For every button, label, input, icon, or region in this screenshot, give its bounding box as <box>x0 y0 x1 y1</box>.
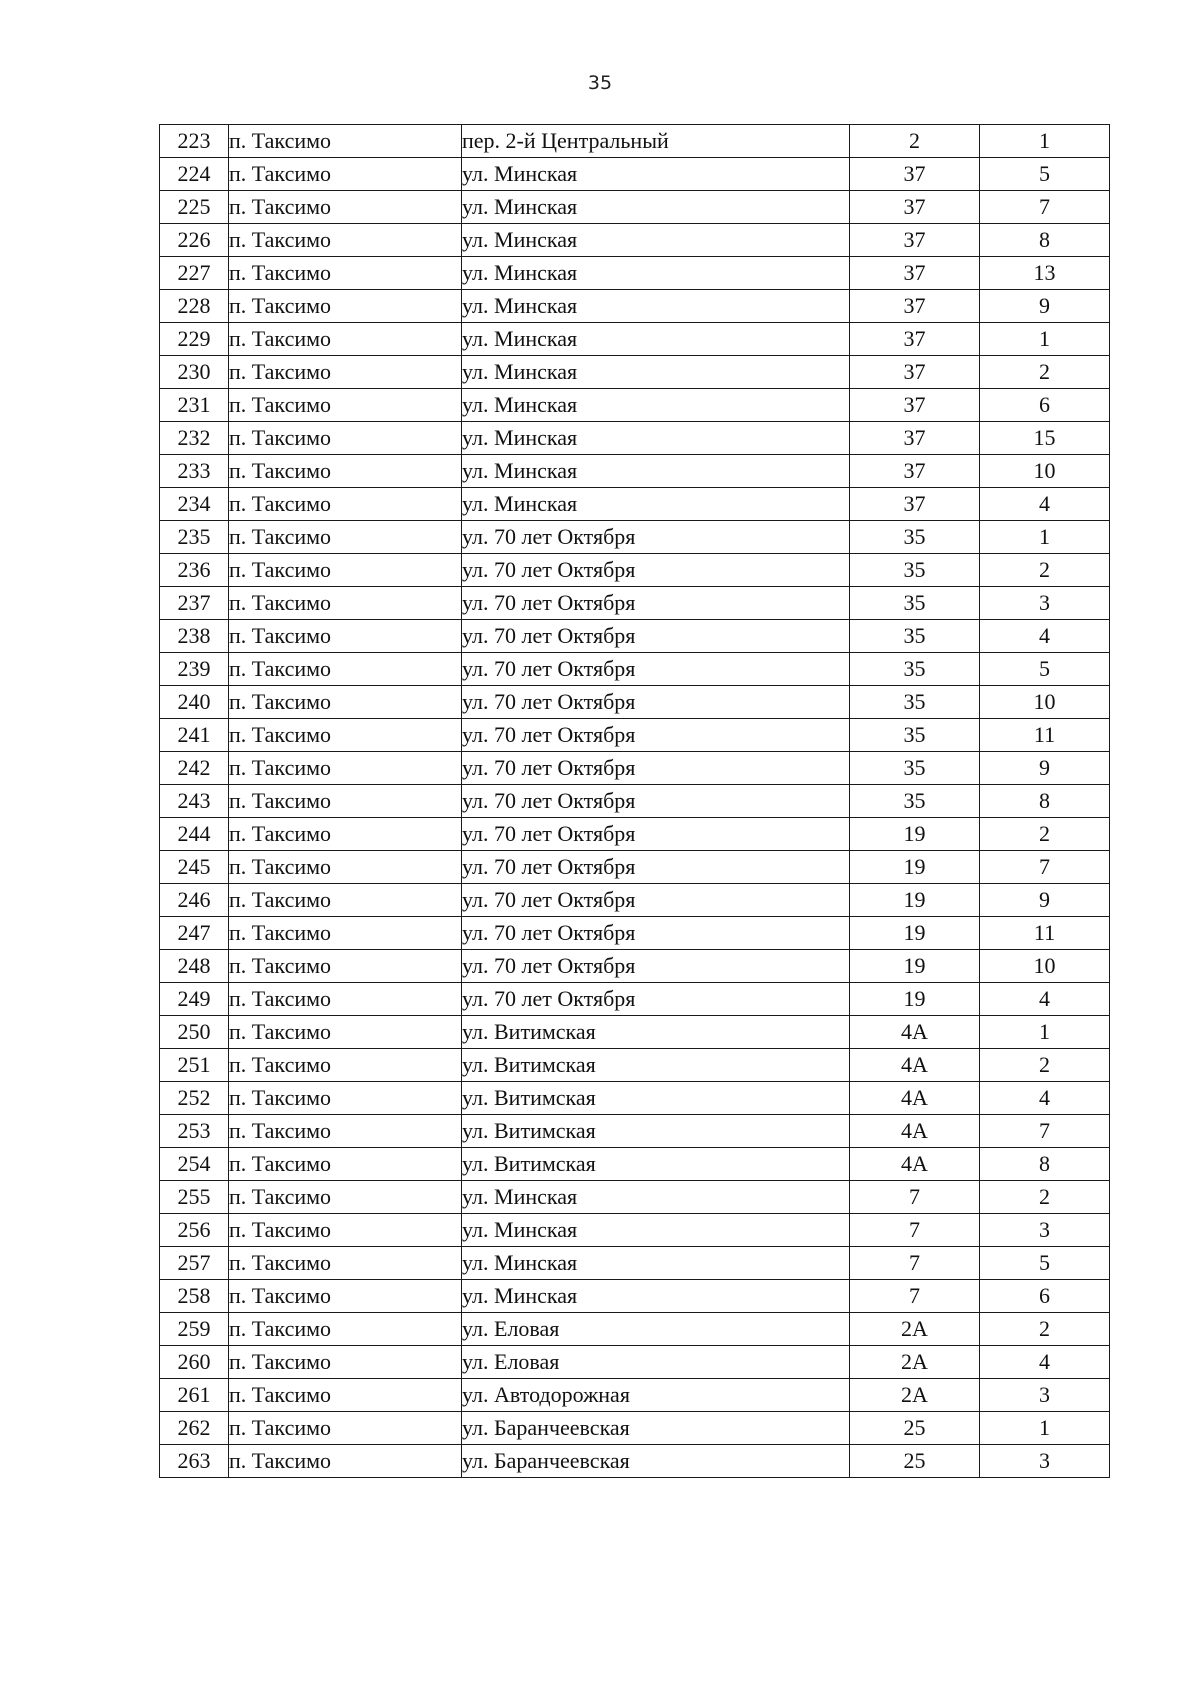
table-row <box>160 1148 1110 1181</box>
house-number-cell: 37 <box>850 290 980 323</box>
locality-cell: п. Таксимо <box>229 653 462 686</box>
apartment-number-cell: 10 <box>980 950 1110 983</box>
table-row <box>160 1115 1110 1148</box>
street-cell: ул. Еловая <box>462 1346 850 1379</box>
apartment-number-cell: 4 <box>980 488 1110 521</box>
locality-cell: п. Таксимо <box>229 224 462 257</box>
apartment-number-cell: 4 <box>980 983 1110 1016</box>
locality-cell: п. Таксимо <box>229 1313 462 1346</box>
table-row <box>160 752 1110 785</box>
locality-cell: п. Таксимо <box>229 851 462 884</box>
row-number-cell: 249 <box>160 983 229 1016</box>
apartment-number-cell: 4 <box>980 1346 1110 1379</box>
street-cell: ул. Еловая <box>462 1313 850 1346</box>
table-row <box>160 158 1110 191</box>
house-number-cell: 37 <box>850 191 980 224</box>
house-number-cell: 4А <box>850 1049 980 1082</box>
row-number-cell: 244 <box>160 818 229 851</box>
apartment-number-cell: 5 <box>980 158 1110 191</box>
house-number-cell: 37 <box>850 488 980 521</box>
locality-cell: п. Таксимо <box>229 257 462 290</box>
apartment-number-cell: 3 <box>980 1379 1110 1412</box>
street-cell: ул. Витимская <box>462 1148 850 1181</box>
table-row <box>160 686 1110 719</box>
house-number-cell: 35 <box>850 686 980 719</box>
row-number-cell: 233 <box>160 455 229 488</box>
locality-cell: п. Таксимо <box>229 1016 462 1049</box>
locality-cell: п. Таксимо <box>229 983 462 1016</box>
table-row <box>160 818 1110 851</box>
apartment-number-cell: 9 <box>980 752 1110 785</box>
row-number-cell: 238 <box>160 620 229 653</box>
house-number-cell: 35 <box>850 785 980 818</box>
apartment-number-cell: 8 <box>980 785 1110 818</box>
table-row <box>160 1181 1110 1214</box>
street-cell: ул. Минская <box>462 389 850 422</box>
house-number-cell: 7 <box>850 1247 980 1280</box>
table-row <box>160 224 1110 257</box>
row-number-cell: 252 <box>160 1082 229 1115</box>
street-cell: ул. Баранчеевская <box>462 1412 850 1445</box>
row-number-cell: 259 <box>160 1313 229 1346</box>
row-number-cell: 260 <box>160 1346 229 1379</box>
locality-cell: п. Таксимо <box>229 1379 462 1412</box>
house-number-cell: 7 <box>850 1214 980 1247</box>
house-number-cell: 35 <box>850 620 980 653</box>
table-row <box>160 1346 1110 1379</box>
street-cell: ул. 70 лет Октября <box>462 851 850 884</box>
row-number-cell: 247 <box>160 917 229 950</box>
street-cell: ул. 70 лет Октября <box>462 818 850 851</box>
house-number-cell: 37 <box>850 455 980 488</box>
apartment-number-cell: 7 <box>980 851 1110 884</box>
locality-cell: п. Таксимо <box>229 1412 462 1445</box>
house-number-cell: 25 <box>850 1412 980 1445</box>
locality-cell: п. Таксимо <box>229 884 462 917</box>
locality-cell: п. Таксимо <box>229 158 462 191</box>
row-number-cell: 227 <box>160 257 229 290</box>
table-row <box>160 1412 1110 1445</box>
house-number-cell: 37 <box>850 257 980 290</box>
apartment-number-cell: 9 <box>980 884 1110 917</box>
table-row <box>160 719 1110 752</box>
street-cell: ул. Минская <box>462 455 850 488</box>
locality-cell: п. Таксимо <box>229 455 462 488</box>
street-cell: ул. Минская <box>462 1280 850 1313</box>
house-number-cell: 37 <box>850 389 980 422</box>
apartment-number-cell: 3 <box>980 1445 1110 1478</box>
street-cell: ул. Минская <box>462 290 850 323</box>
locality-cell: п. Таксимо <box>229 125 462 158</box>
apartment-number-cell: 10 <box>980 686 1110 719</box>
street-cell: ул. Минская <box>462 422 850 455</box>
locality-cell: п. Таксимо <box>229 719 462 752</box>
locality-cell: п. Таксимо <box>229 587 462 620</box>
table-row <box>160 125 1110 158</box>
row-number-cell: 253 <box>160 1115 229 1148</box>
table-row <box>160 521 1110 554</box>
house-number-cell: 2А <box>850 1379 980 1412</box>
row-number-cell: 246 <box>160 884 229 917</box>
address-table <box>159 124 1110 1478</box>
apartment-number-cell: 1 <box>980 1016 1110 1049</box>
address-table-body <box>160 125 1110 1478</box>
table-row <box>160 1049 1110 1082</box>
locality-cell: п. Таксимо <box>229 1082 462 1115</box>
row-number-cell: 230 <box>160 356 229 389</box>
locality-cell: п. Таксимо <box>229 1148 462 1181</box>
street-cell: ул. 70 лет Октября <box>462 521 850 554</box>
locality-cell: п. Таксимо <box>229 554 462 587</box>
row-number-cell: 241 <box>160 719 229 752</box>
locality-cell: п. Таксимо <box>229 950 462 983</box>
house-number-cell: 35 <box>850 653 980 686</box>
locality-cell: п. Таксимо <box>229 488 462 521</box>
house-number-cell: 37 <box>850 158 980 191</box>
street-cell: ул. 70 лет Октября <box>462 554 850 587</box>
locality-cell: п. Таксимо <box>229 917 462 950</box>
apartment-number-cell: 2 <box>980 554 1110 587</box>
street-cell: ул. Витимская <box>462 1016 850 1049</box>
apartment-number-cell: 3 <box>980 587 1110 620</box>
row-number-cell: 231 <box>160 389 229 422</box>
table-row <box>160 653 1110 686</box>
street-cell: ул. Минская <box>462 323 850 356</box>
row-number-cell: 248 <box>160 950 229 983</box>
apartment-number-cell: 5 <box>980 1247 1110 1280</box>
table-row <box>160 191 1110 224</box>
table-row <box>160 554 1110 587</box>
table-row <box>160 422 1110 455</box>
row-number-cell: 261 <box>160 1379 229 1412</box>
table-row <box>160 323 1110 356</box>
row-number-cell: 226 <box>160 224 229 257</box>
apartment-number-cell: 7 <box>980 191 1110 224</box>
row-number-cell: 228 <box>160 290 229 323</box>
house-number-cell: 4А <box>850 1115 980 1148</box>
street-cell: ул. 70 лет Октября <box>462 950 850 983</box>
row-number-cell: 262 <box>160 1412 229 1445</box>
street-cell: ул. Витимская <box>462 1049 850 1082</box>
apartment-number-cell: 2 <box>980 356 1110 389</box>
apartment-number-cell: 5 <box>980 653 1110 686</box>
row-number-cell: 256 <box>160 1214 229 1247</box>
house-number-cell: 25 <box>850 1445 980 1478</box>
street-cell: ул. 70 лет Октября <box>462 587 850 620</box>
apartment-number-cell: 4 <box>980 1082 1110 1115</box>
row-number-cell: 240 <box>160 686 229 719</box>
street-cell: ул. Баранчеевская <box>462 1445 850 1478</box>
street-cell: ул. Минская <box>462 158 850 191</box>
table-row <box>160 917 1110 950</box>
row-number-cell: 235 <box>160 521 229 554</box>
apartment-number-cell: 2 <box>980 1313 1110 1346</box>
apartment-number-cell: 2 <box>980 1049 1110 1082</box>
locality-cell: п. Таксимо <box>229 752 462 785</box>
row-number-cell: 239 <box>160 653 229 686</box>
house-number-cell: 19 <box>850 950 980 983</box>
house-number-cell: 4А <box>850 1148 980 1181</box>
locality-cell: п. Таксимо <box>229 785 462 818</box>
row-number-cell: 224 <box>160 158 229 191</box>
house-number-cell: 35 <box>850 521 980 554</box>
locality-cell: п. Таксимо <box>229 1214 462 1247</box>
table-row <box>160 950 1110 983</box>
house-number-cell: 7 <box>850 1280 980 1313</box>
row-number-cell: 251 <box>160 1049 229 1082</box>
street-cell: ул. Минская <box>462 1181 850 1214</box>
table-row <box>160 620 1110 653</box>
table-row <box>160 1247 1110 1280</box>
table-row <box>160 455 1110 488</box>
house-number-cell: 2А <box>850 1346 980 1379</box>
table-row <box>160 983 1110 1016</box>
locality-cell: п. Таксимо <box>229 1247 462 1280</box>
street-cell: ул. Минская <box>462 356 850 389</box>
locality-cell: п. Таксимо <box>229 521 462 554</box>
house-number-cell: 4А <box>850 1082 980 1115</box>
table-row <box>160 1313 1110 1346</box>
street-cell: ул. Минская <box>462 224 850 257</box>
row-number-cell: 258 <box>160 1280 229 1313</box>
table-row <box>160 488 1110 521</box>
house-number-cell: 37 <box>850 422 980 455</box>
table-row <box>160 785 1110 818</box>
row-number-cell: 242 <box>160 752 229 785</box>
street-cell: ул. 70 лет Октября <box>462 884 850 917</box>
locality-cell: п. Таксимо <box>229 356 462 389</box>
row-number-cell: 229 <box>160 323 229 356</box>
apartment-number-cell: 15 <box>980 422 1110 455</box>
street-cell: ул. Минская <box>462 257 850 290</box>
locality-cell: п. Таксимо <box>229 290 462 323</box>
locality-cell: п. Таксимо <box>229 818 462 851</box>
row-number-cell: 257 <box>160 1247 229 1280</box>
house-number-cell: 37 <box>850 323 980 356</box>
locality-cell: п. Таксимо <box>229 1049 462 1082</box>
apartment-number-cell: 1 <box>980 521 1110 554</box>
street-cell: пер. 2-й Центральный <box>462 125 850 158</box>
street-cell: ул. 70 лет Октября <box>462 917 850 950</box>
row-number-cell: 250 <box>160 1016 229 1049</box>
street-cell: ул. 70 лет Октября <box>462 620 850 653</box>
house-number-cell: 35 <box>850 587 980 620</box>
house-number-cell: 19 <box>850 983 980 1016</box>
table-row <box>160 290 1110 323</box>
apartment-number-cell: 1 <box>980 125 1110 158</box>
table-row <box>160 1379 1110 1412</box>
table-row <box>160 1082 1110 1115</box>
house-number-cell: 35 <box>850 554 980 587</box>
row-number-cell: 234 <box>160 488 229 521</box>
apartment-number-cell: 8 <box>980 1148 1110 1181</box>
street-cell: ул. Минская <box>462 1247 850 1280</box>
row-number-cell: 232 <box>160 422 229 455</box>
locality-cell: п. Таксимо <box>229 389 462 422</box>
street-cell: ул. Минская <box>462 488 850 521</box>
street-cell: ул. Автодорожная <box>462 1379 850 1412</box>
street-cell: ул. 70 лет Октября <box>462 653 850 686</box>
table-row <box>160 389 1110 422</box>
table-row <box>160 587 1110 620</box>
apartment-number-cell: 7 <box>980 1115 1110 1148</box>
house-number-cell: 37 <box>850 224 980 257</box>
table-row <box>160 1214 1110 1247</box>
locality-cell: п. Таксимо <box>229 323 462 356</box>
table-row <box>160 851 1110 884</box>
house-number-cell: 35 <box>850 719 980 752</box>
locality-cell: п. Таксимо <box>229 1280 462 1313</box>
street-cell: ул. Минская <box>462 191 850 224</box>
apartment-number-cell: 1 <box>980 1412 1110 1445</box>
table-row <box>160 1445 1110 1478</box>
street-cell: ул. 70 лет Октября <box>462 686 850 719</box>
table-row <box>160 884 1110 917</box>
house-number-cell: 19 <box>850 917 980 950</box>
row-number-cell: 254 <box>160 1148 229 1181</box>
apartment-number-cell: 13 <box>980 257 1110 290</box>
apartment-number-cell: 2 <box>980 1181 1110 1214</box>
street-cell: ул. 70 лет Октября <box>462 983 850 1016</box>
locality-cell: п. Таксимо <box>229 620 462 653</box>
table-row <box>160 356 1110 389</box>
house-number-cell: 7 <box>850 1181 980 1214</box>
table-row <box>160 1280 1110 1313</box>
house-number-cell: 35 <box>850 752 980 785</box>
locality-cell: п. Таксимо <box>229 1115 462 1148</box>
row-number-cell: 255 <box>160 1181 229 1214</box>
locality-cell: п. Таксимо <box>229 686 462 719</box>
apartment-number-cell: 3 <box>980 1214 1110 1247</box>
apartment-number-cell: 8 <box>980 224 1110 257</box>
house-number-cell: 19 <box>850 884 980 917</box>
apartment-number-cell: 9 <box>980 290 1110 323</box>
apartment-number-cell: 6 <box>980 1280 1110 1313</box>
apartment-number-cell: 4 <box>980 620 1110 653</box>
house-number-cell: 19 <box>850 851 980 884</box>
street-cell: ул. Витимская <box>462 1082 850 1115</box>
row-number-cell: 245 <box>160 851 229 884</box>
locality-cell: п. Таксимо <box>229 1445 462 1478</box>
table-row <box>160 257 1110 290</box>
house-number-cell: 4А <box>850 1016 980 1049</box>
street-cell: ул. 70 лет Октября <box>462 752 850 785</box>
row-number-cell: 263 <box>160 1445 229 1478</box>
locality-cell: п. Таксимо <box>229 422 462 455</box>
street-cell: ул. 70 лет Октября <box>462 785 850 818</box>
house-number-cell: 2 <box>850 125 980 158</box>
row-number-cell: 243 <box>160 785 229 818</box>
house-number-cell: 19 <box>850 818 980 851</box>
apartment-number-cell: 1 <box>980 323 1110 356</box>
row-number-cell: 225 <box>160 191 229 224</box>
table-row <box>160 1016 1110 1049</box>
locality-cell: п. Таксимо <box>229 191 462 224</box>
apartment-number-cell: 2 <box>980 818 1110 851</box>
locality-cell: п. Таксимо <box>229 1346 462 1379</box>
street-cell: ул. 70 лет Октября <box>462 719 850 752</box>
locality-cell: п. Таксимо <box>229 1181 462 1214</box>
apartment-number-cell: 6 <box>980 389 1110 422</box>
street-cell: ул. Витимская <box>462 1115 850 1148</box>
street-cell: ул. Минская <box>462 1214 850 1247</box>
page-number: 35 <box>587 72 613 94</box>
house-number-cell: 37 <box>850 356 980 389</box>
house-number-cell: 2А <box>850 1313 980 1346</box>
row-number-cell: 236 <box>160 554 229 587</box>
apartment-number-cell: 11 <box>980 719 1110 752</box>
apartment-number-cell: 11 <box>980 917 1110 950</box>
row-number-cell: 237 <box>160 587 229 620</box>
apartment-number-cell: 10 <box>980 455 1110 488</box>
row-number-cell: 223 <box>160 125 229 158</box>
